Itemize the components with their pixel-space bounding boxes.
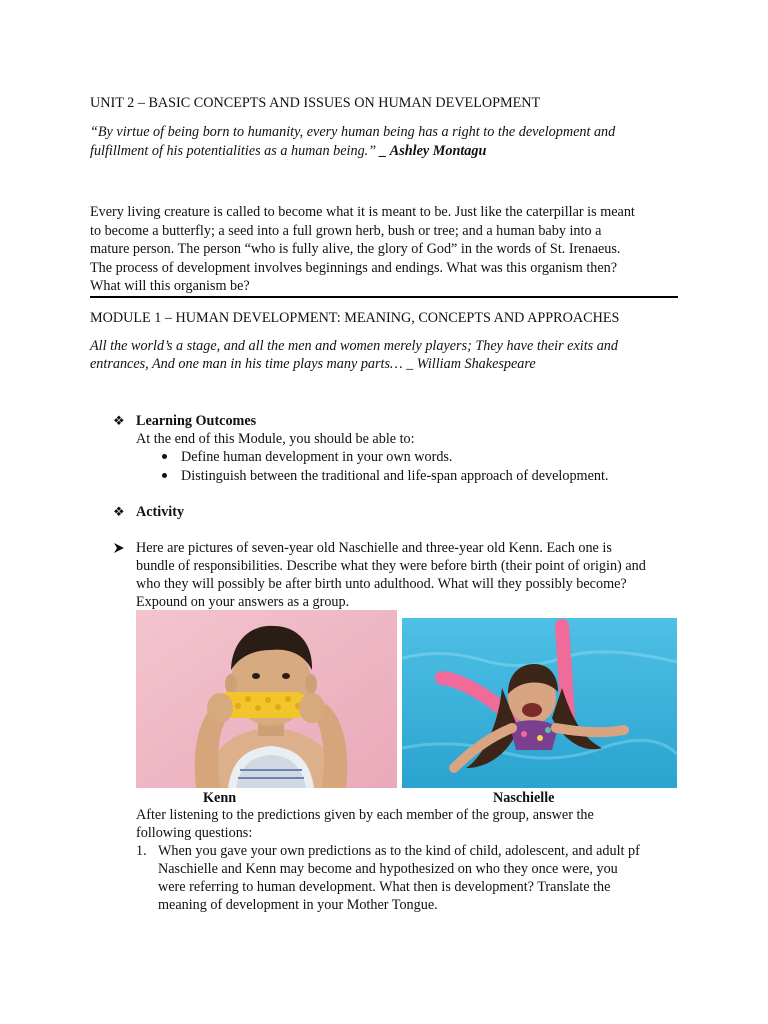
question-number: 1. bbox=[136, 843, 147, 859]
after-line: After listening to the predictions given by each member of the group, answer the bbox=[136, 807, 594, 823]
quote-montagu-text: fulfillment of his potentialities as a human being.” bbox=[90, 143, 380, 159]
question-line: meaning of development in your Mother Tongue. bbox=[158, 897, 438, 913]
activity-line: Expound on your answers as a group. bbox=[136, 594, 350, 610]
module-title: MODULE 1 – HUMAN DEVELOPMENT: MEANING, CONCEPTS AND APPROACHES bbox=[90, 310, 620, 326]
activity-heading: Activity bbox=[136, 504, 185, 520]
intro-line: to become a butterfly; a seed into a full grown herb, bush or tree; and a human baby into a bbox=[90, 223, 602, 239]
arrow-bullet-icon bbox=[113, 542, 125, 554]
kenn-caption: Kenn bbox=[203, 790, 237, 806]
learning-outcome-item: Distinguish between the traditional and life-span approach of development. bbox=[181, 468, 609, 484]
question-line: When you gave your own predictions as to the kind of child, adolescent, and adult pf bbox=[158, 843, 640, 859]
naschielle-photo bbox=[402, 618, 677, 788]
quote-montagu-line-1: “By virtue of being born to humanity, every human being has a right to the development and bbox=[90, 124, 616, 140]
quote-montagu-author: _ Ashley Montagu bbox=[379, 143, 487, 159]
kenn-photo bbox=[136, 610, 397, 788]
quote-shakespeare-line-1: All the world’s a stage, and all the men and women merely players; They have their exits and bbox=[90, 338, 618, 354]
diamond-bullet-icon: ❖ bbox=[113, 504, 125, 519]
activity-line: who they will possibly be after birth unto adulthood. What will they possibly become? bbox=[136, 576, 627, 592]
intro-line: What will this organism be? bbox=[90, 278, 250, 294]
question-line: were referring to human development. What then is development? Translate the bbox=[158, 879, 611, 895]
learning-outcome-item: Define human development in your own words. bbox=[181, 449, 453, 465]
unit-title: UNIT 2 – BASIC CONCEPTS AND ISSUES ON HUMAN DEVELOPMENT bbox=[90, 95, 541, 111]
learning-outcomes-heading: Learning Outcomes bbox=[136, 413, 257, 429]
after-line: following questions: bbox=[136, 825, 253, 841]
quote-montagu-line-2 bbox=[90, 142, 486, 160]
bullet-icon bbox=[162, 473, 167, 478]
quote-shakespeare-line-2: entrances, And one man in his time plays many parts… _ William Shakespeare bbox=[90, 356, 536, 372]
learning-outcomes-intro: At the end of this Module, you should be able to: bbox=[136, 431, 415, 447]
intro-line: Every living creature is called to become what it is meant to be. Just like the caterpillar is meant bbox=[90, 204, 635, 220]
activity-line: Here are pictures of seven-year old Naschielle and three-year old Kenn. Each one is bbox=[136, 540, 612, 556]
intro-line: mature person. The person “who is fully alive, the glory of God” in the words of St. Irenaeus. bbox=[90, 241, 621, 257]
section-divider bbox=[90, 296, 678, 298]
intro-line: The process of development involves beginnings and endings. What was this organism then? bbox=[90, 260, 618, 276]
bullet-icon bbox=[162, 454, 167, 459]
naschielle-caption: Naschielle bbox=[493, 790, 555, 806]
question-line: Naschielle and Kenn may become and hypothesized on who they once were, you bbox=[158, 861, 618, 877]
activity-line: bundle of responsibilities. Describe what they were before birth (their point of origin) and bbox=[136, 558, 646, 574]
diamond-bullet-icon: ❖ bbox=[113, 413, 125, 428]
